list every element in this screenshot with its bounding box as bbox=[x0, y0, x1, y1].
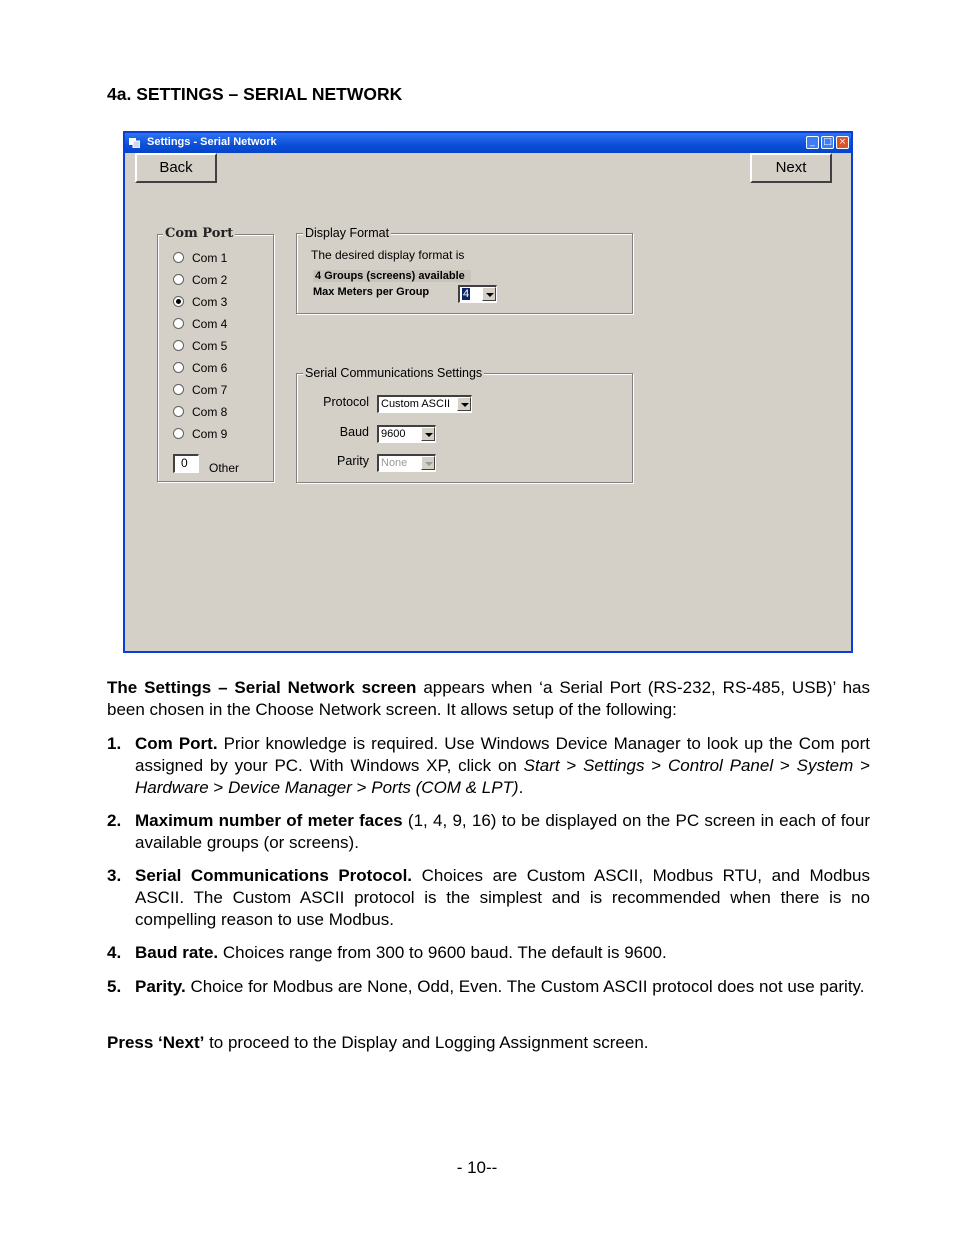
settings-list-item bbox=[107, 976, 870, 998]
com-port-option[interactable] bbox=[173, 317, 227, 335]
back-button[interactable]: Back bbox=[135, 153, 217, 183]
chevron-down-icon[interactable] bbox=[482, 287, 496, 301]
parity-select bbox=[377, 454, 436, 472]
settings-list-item bbox=[107, 733, 870, 799]
item-text bbox=[135, 810, 870, 854]
display-format-description: The desired display format is bbox=[311, 248, 465, 262]
closing-text: to proceed to the Display and Logging Assignment screen. bbox=[204, 1033, 649, 1052]
com-port-option-label: Com 8 bbox=[192, 405, 228, 419]
chevron-down-icon[interactable] bbox=[457, 397, 471, 411]
item-body: Choices range from 300 to 9600 baud. The default is 9600. bbox=[218, 943, 667, 962]
menu-path-step: Device Manager bbox=[228, 778, 352, 797]
protocol-label: Protocol bbox=[323, 395, 369, 409]
settings-window bbox=[123, 131, 853, 653]
menu-path-step: Hardware bbox=[135, 778, 209, 797]
com-port-option-label: Com 2 bbox=[192, 273, 228, 287]
page-number: - 10-- bbox=[456, 1158, 498, 1177]
intro-bold: The Settings – Serial Network screen bbox=[107, 678, 417, 697]
item-number: 2. bbox=[107, 811, 122, 830]
window-title: Settings - Serial Network bbox=[147, 136, 277, 148]
item-text bbox=[135, 942, 870, 964]
chevron-down-icon[interactable] bbox=[421, 427, 435, 441]
item-text bbox=[135, 865, 870, 931]
serial-settings-legend: Serial Communications Settings bbox=[305, 366, 483, 380]
item-number: 1. bbox=[107, 734, 122, 753]
com-port-option-label: Com 5 bbox=[192, 339, 228, 353]
com-port-option-label: Com 7 bbox=[192, 383, 228, 397]
radio-button-icon[interactable] bbox=[173, 318, 184, 329]
com-port-option[interactable] bbox=[173, 273, 227, 291]
item-body: Choices are Custom ASCII, Modbus RTU, and Modbus ASCII. The Custom ASCII protocol is the simplest and is recommended when there is no compelling reason to use Modbus. bbox=[135, 866, 870, 929]
max-meters-label: Max Meters per Group bbox=[313, 286, 430, 298]
com-port-option[interactable] bbox=[173, 383, 227, 401]
radio-button-icon[interactable] bbox=[173, 252, 184, 263]
com-port-option-label: Com 6 bbox=[192, 361, 228, 375]
parity-value: None bbox=[381, 457, 408, 469]
protocol-value: Custom ASCII bbox=[381, 398, 451, 410]
settings-list-item bbox=[107, 942, 870, 964]
settings-list-item bbox=[107, 865, 870, 931]
radio-button-icon[interactable] bbox=[173, 428, 184, 439]
intro-paragraph bbox=[107, 677, 870, 721]
com-port-option[interactable] bbox=[173, 339, 227, 357]
minimize-icon[interactable]: _ bbox=[806, 136, 819, 149]
baud-label: Baud bbox=[339, 425, 369, 439]
com-port-option[interactable] bbox=[173, 251, 227, 269]
app-icon bbox=[129, 137, 140, 148]
menu-path-step: Settings bbox=[583, 756, 645, 775]
item-body: Prior knowledge is required. Use Windows Device Manager to look up the Com port assigned by your PC. With Windows XP, click on bbox=[135, 734, 870, 775]
radio-button-icon[interactable] bbox=[173, 340, 184, 351]
item-heading: Maximum number of meter faces bbox=[135, 811, 403, 830]
com-port-option-label: Com 3 bbox=[192, 295, 228, 309]
menu-path-step: Control Panel bbox=[668, 756, 774, 775]
radio-button-icon[interactable] bbox=[173, 406, 184, 417]
maximize-icon[interactable]: □ bbox=[821, 136, 834, 149]
item-heading: Parity. bbox=[135, 977, 186, 996]
intro-text: appears when ‘a Serial Port (RS-232, RS-485, USB)’ has been chosen in the Choose Network screen. It allows setup of the following: bbox=[107, 678, 870, 719]
menu-path-step: Ports (COM & LPT) bbox=[371, 778, 519, 797]
item-heading: Baud rate. bbox=[135, 943, 219, 962]
item-number: 5. bbox=[107, 977, 122, 996]
close-icon[interactable]: × bbox=[836, 136, 849, 149]
com-port-option-label: Com 4 bbox=[192, 317, 228, 331]
item-body: Choice for Modbus are None, Odd, Even. The Custom ASCII protocol does not use parity. bbox=[185, 977, 865, 996]
other-com-label: Other bbox=[209, 461, 240, 475]
chevron-down-icon bbox=[421, 456, 435, 470]
item-text: Com Port. Prior knowledge is required. Use Windows Device Manager to look up the Com port assigned by your PC. With Windows XP, click on Start > Settings > Control Panel > System > Hardware > Device Manager > Ports (COM & LPT). bbox=[135, 734, 871, 797]
window-titlebar[interactable] bbox=[125, 133, 851, 153]
baud-value: 9600 bbox=[381, 428, 406, 440]
item-number: 3. bbox=[107, 866, 122, 885]
display-format-legend: Display Format bbox=[305, 226, 390, 240]
other-com-input[interactable]: 0 bbox=[173, 454, 199, 473]
section-title: 4a. SETTINGS – SERIAL NETWORK bbox=[107, 84, 403, 104]
closing-bold: Press ‘Next’ bbox=[107, 1033, 205, 1052]
com-port-option[interactable] bbox=[173, 427, 227, 445]
com-port-legend: Com Port bbox=[165, 226, 234, 241]
item-end: . bbox=[518, 778, 524, 797]
radio-button-icon[interactable] bbox=[173, 362, 184, 373]
menu-path-step: Start bbox=[523, 756, 560, 775]
max-meters-value: 4 bbox=[463, 288, 470, 300]
item-heading: Serial Communications Protocol. bbox=[135, 866, 413, 885]
menu-path-step: System bbox=[796, 756, 854, 775]
groups-available-label: 4 Groups (screens) available bbox=[313, 270, 471, 282]
item-heading: Com Port. bbox=[135, 734, 218, 753]
com-port-option-label: Com 9 bbox=[192, 427, 228, 441]
com-port-option-label: Com 1 bbox=[192, 251, 228, 265]
com-port-option[interactable] bbox=[173, 405, 227, 423]
baud-select[interactable] bbox=[377, 425, 436, 443]
protocol-select[interactable] bbox=[377, 395, 472, 413]
settings-list-item bbox=[107, 810, 870, 854]
com-port-option[interactable] bbox=[173, 295, 227, 313]
radio-button-icon[interactable] bbox=[173, 274, 184, 285]
radio-button-icon[interactable] bbox=[173, 296, 184, 307]
item-body: (1, 4, 9, 16) to be displayed on the PC screen in each of four available groups (or screens). bbox=[135, 811, 871, 852]
next-button[interactable]: Next bbox=[750, 153, 832, 183]
max-meters-select[interactable] bbox=[458, 285, 497, 303]
radio-button-icon[interactable] bbox=[173, 384, 184, 395]
com-port-option[interactable] bbox=[173, 361, 227, 379]
item-number: 4. bbox=[107, 943, 122, 962]
parity-label: Parity bbox=[337, 454, 369, 468]
closing-paragraph bbox=[107, 1032, 870, 1054]
item-text bbox=[135, 976, 870, 998]
